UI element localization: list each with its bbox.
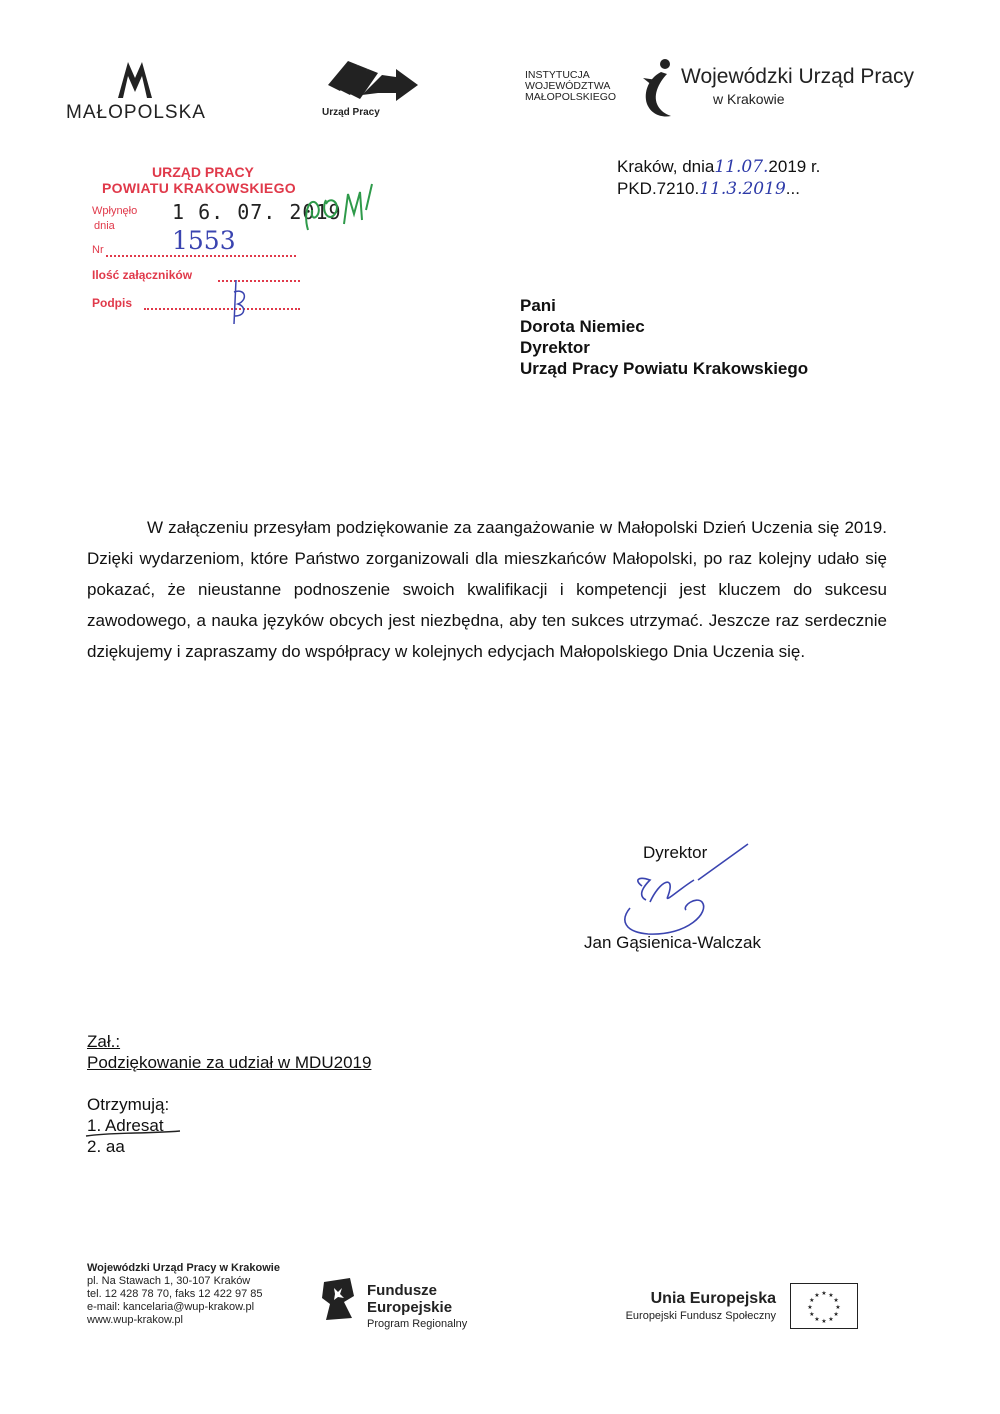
date-handwritten: 11.07.: [714, 157, 769, 177]
attachments-label: Zał.:: [87, 1032, 121, 1051]
reference-line: [617, 178, 820, 200]
recipients-label: Otrzymują:: [87, 1095, 170, 1114]
cards-arrow-icon: [322, 55, 422, 105]
eu-star-icon: ★: [835, 1305, 841, 1311]
reference-prefix: PKD.7210.: [617, 179, 700, 198]
eu-star-icon: ★: [833, 1298, 839, 1304]
ue-line1: Unia Europejska: [650, 1290, 776, 1307]
eu-star-icon: ★: [828, 1292, 834, 1299]
stamp-dotted-line: [144, 308, 300, 310]
wup-logo: [525, 58, 945, 128]
eu-star-icon: ★: [809, 1298, 815, 1304]
eu-star-icon: ★: [814, 1317, 820, 1324]
urzad-pracy-caption: Urząd Pracy: [322, 107, 380, 118]
date-year: 2019 r.: [768, 157, 821, 176]
fe-line1: Fundusze: [367, 1282, 437, 1299]
stamp-zalacznikow-label: Ilość załączników: [92, 268, 193, 282]
eu-star-icon: ★: [821, 1319, 827, 1325]
malopolska-mark-icon: [114, 58, 156, 100]
fundusze-europejskie-label: [367, 1282, 467, 1330]
recipient-address: [520, 295, 808, 379]
stamp-date: 1 6. 07. 2019: [172, 200, 342, 224]
eu-star-icon: ★: [828, 1317, 834, 1324]
instytucja-line: MAŁOPOLSKIEGO: [525, 91, 617, 103]
reference-suffix: ...: [785, 179, 800, 198]
fe-line2: Europejskie: [367, 1299, 453, 1316]
signature-name: Jan Gąsienica-Walczak: [584, 933, 761, 952]
eu-flag-icon: [790, 1283, 858, 1329]
recipient-list-item: 2. aa: [87, 1137, 125, 1156]
instytucja-line: WOJEWÓDZTWA: [525, 80, 611, 92]
stamp-dnia-label: dnia: [94, 220, 115, 232]
stamp-line2: POWIATU KRAKOWSKIEGO: [102, 180, 296, 196]
date-prefix: Kraków, dnia: [617, 157, 715, 176]
date-reference-block: [617, 156, 820, 200]
stamp-line1: URZĄD PRACY: [152, 164, 254, 180]
eu-star-icon: ★: [814, 1292, 820, 1299]
footer-org: Wojewódzki Urząd Pracy w Krakowie: [87, 1262, 280, 1274]
footer-email: e-mail: kancelaria@wup-krakow.pl: [87, 1301, 255, 1313]
instytucja-line: INSTYTUCJA: [525, 69, 590, 81]
stamp-podpis-label: Podpis: [92, 296, 133, 310]
footer-phone: tel. 12 428 78 70, faks 12 422 97 85: [87, 1288, 263, 1300]
attachments-block: [87, 1031, 371, 1073]
wup-figure-icon: [635, 58, 679, 122]
footer-www: www.wup-krakow.pl: [87, 1314, 183, 1326]
wup-title: Wojewódzki Urząd Pracy: [681, 65, 915, 88]
fe-line3: Program Regionalny: [367, 1318, 468, 1330]
date-line: [617, 156, 820, 178]
recipient-position: Dyrektor: [520, 338, 590, 357]
signature-title: Dyrektor: [643, 843, 708, 862]
recipient-salutation: Pani: [520, 296, 556, 315]
instytucja-label: [525, 70, 616, 103]
attachment-item: Podziękowanie za udział w MDU2019: [87, 1053, 372, 1072]
green-initials-signature: [300, 180, 380, 240]
malopolska-logo: [66, 58, 206, 128]
urzad-pracy-logo: [322, 55, 422, 125]
blue-initials-signature: [226, 274, 256, 326]
handwritten-signature: [598, 840, 758, 940]
footer-address: [87, 1262, 280, 1327]
eu-stars-icon: [791, 1284, 857, 1328]
letter-body: W załączeniu przesyłam podziękowanie za zaangażowanie w Małopolski Dzień Uczenia się 2019. Dzięki wydarzeniom, które Państwo zorganizowali dla mieszkańców Małopolski, po raz kolejny udało się pokazać, że nieustanne podnoszenie swoich kwalifikacji i kompetencji jest kluczem do sukcesu zawodowego, a nauka języków obcych jest niezbędna, aby ten sukces utrzymać. Jeszcze raz serdecznie dziękujemy i zapraszamy do współpracy w kolejnych edycjach Małopolskiego Dnia Uczenia się.: [87, 518, 887, 661]
recipients-list: [87, 1094, 169, 1157]
handwritten-underline: [84, 1128, 184, 1140]
malopolska-name: MAŁOPOLSKA: [66, 102, 206, 123]
eu-star-icon: ★: [821, 1291, 827, 1297]
ue-line2: Europejski Fundusz Społeczny: [625, 1310, 776, 1322]
stamp-nr-label: Nr: [92, 244, 104, 256]
eu-star-icon: ★: [833, 1312, 839, 1318]
stamp-wplynelo-label: Wpłynęło: [92, 205, 138, 217]
unia-europejska-label: [600, 1290, 776, 1322]
eu-star-icon: ★: [807, 1305, 813, 1311]
registry-stamp: [92, 160, 382, 330]
stamp-dotted-line: [106, 255, 296, 257]
wup-subtitle: w Krakowie: [713, 91, 785, 107]
recipient-name: Dorota Niemiec: [520, 317, 645, 336]
footer-street: pl. Na Stawach 1, 30-107 Kraków: [87, 1275, 251, 1287]
recipient-list-item: 1. Adresat: [87, 1116, 164, 1135]
fundusze-europejskie-icon: [322, 1278, 356, 1320]
eu-star-icon: ★: [809, 1312, 815, 1318]
recipient-organization: Urząd Pracy Powiatu Krakowskiego: [520, 359, 809, 378]
reference-handwritten: 11.3.2019: [699, 179, 786, 199]
stamp-number-handwritten: 1553: [172, 226, 236, 255]
